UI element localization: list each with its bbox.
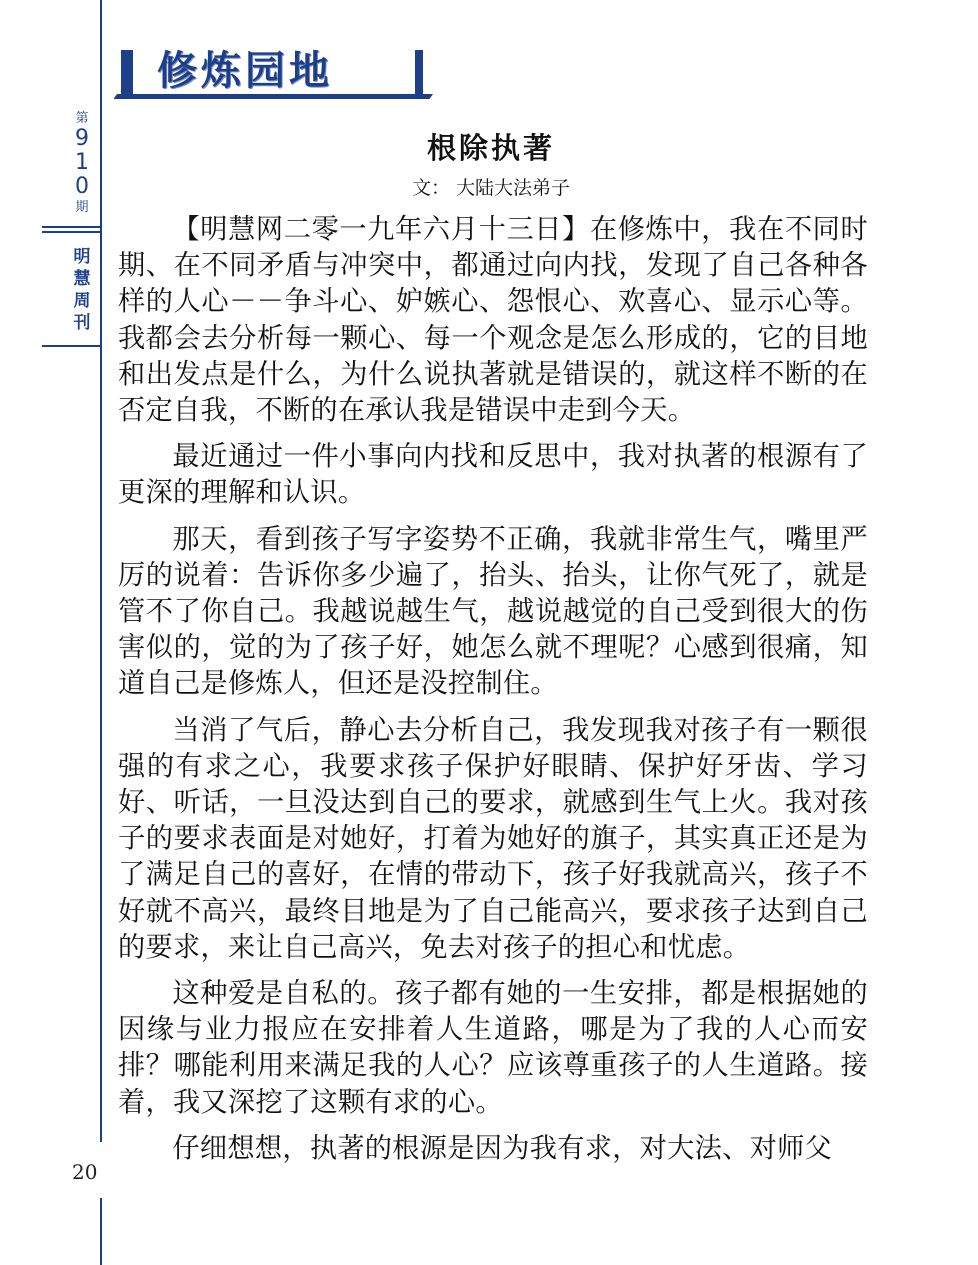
issue-digit: 9 [75, 126, 89, 151]
publication-char: 周 [73, 291, 91, 311]
issue-digit: 1 [75, 150, 89, 175]
sidebar-divider [42, 226, 101, 228]
article-body [118, 212, 868, 1177]
issue-prefix: 第 [75, 111, 89, 126]
paragraph: 那天，看到孩子写字姿势不正确，我就非常生气，嘴里严厉的说着：告诉你多少遍了，抬头、抬头，让你气死了，就是管不了你自己。我越说越生气，越说越觉的自己受到很大的伤害似的，觉的为了孩子好，她怎么就不理呢？心感到很痛，知道自己是修炼人，但还是没控制住。 [118, 523, 868, 700]
publication-char: 慧 [73, 269, 91, 289]
banner-left-bar [121, 50, 133, 94]
publication-char: 明 [73, 247, 91, 267]
issue-suffix: 期 [75, 200, 89, 215]
publication-name [60, 246, 104, 334]
sidebar-divider [42, 231, 101, 233]
paragraph: 当消了气后，静心去分析自己，我发现我对孩子有一颗很强的有求之心，我要求孩子保护好眼睛、保护好牙齿、学习好、听话，一旦没达到自己的要求，就感到生气上火。我对孩子的要求表面是对她好，打着为她好的旗子，其实真正还是为了满足自己的喜好，在情的带动下，孩子好我就高兴，孩子不好就不高兴，最终目地是为了自己能高兴，要求孩子达到自己的要求，来让自己高兴，免去对孩子的担心和忧虑。 [118, 714, 868, 963]
paragraph: 【明慧网二零一九年六月十三日】在修炼中，我在不同时期、在不同矛盾与冲突中，都通过向内找，发现了自己各种各样的人心－－争斗心、妒嫉心、怨恨心、欢喜心、显示心等。我都会去分析每一颗心、每一个观念是怎么形成的，它的目地和出发点是什么，为什么说执著就是错误的，就这样不断的在否定自我，不断的在承认我是错误中走到今天。 [118, 214, 868, 427]
section-title: 修炼园地 [157, 48, 333, 94]
issue-number [60, 110, 104, 216]
issue-digit: 0 [75, 174, 89, 199]
paragraph: 这种爱是自私的。孩子都有她的一生安排，都是根据她的因缘与业力报应在安排着人生道路，哪是为了我的人心而安排？哪能利用来满足我的人心？应该尊重孩子的人生道路。接着，我又深挖了这颗有求的心。 [118, 978, 868, 1118]
publication-char: 刊 [73, 313, 91, 333]
section-banner [117, 46, 435, 102]
banner-right-bar [415, 50, 423, 94]
sidebar-divider [42, 345, 101, 347]
article-byline: 文： 大陆大法弟子 [411, 177, 571, 199]
paragraph: 仔细想想，执著的根源是因为我有求，对大法、对师父 [172, 1132, 833, 1164]
article-title: 根除执著 [426, 131, 555, 165]
paragraph: 最近通过一件小事向内找和反思中，我对执著的根源有了更深的理解和认识。 [118, 441, 868, 509]
page-number: 20 [72, 1160, 98, 1184]
